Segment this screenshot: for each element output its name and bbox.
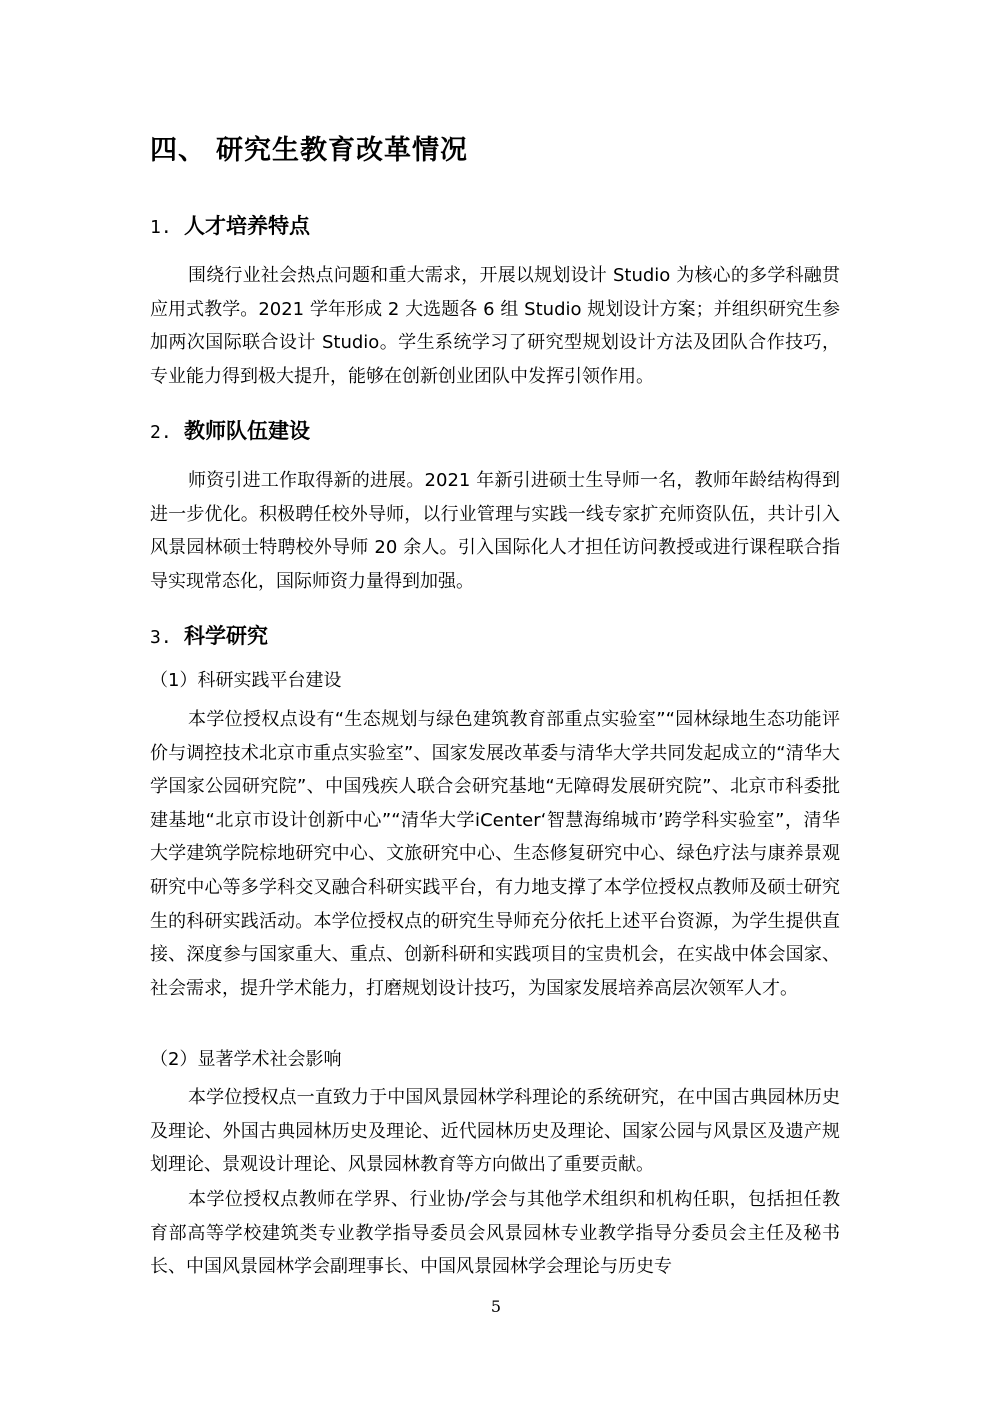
section-heading [150,128,468,167]
paragraph-academic-influence: 本学位授权点一直致力于中国风景园林学科理论的系统研究，在中国古典园林历史及理论、外国古典园林历史及理论、近代园林历史及理论、国家公园与风景区及遗产规划理论、景观设计理论、风景园林教育等方向做出了重要贡献。 [150,1087,840,1176]
subsection-number-3: 3. [150,627,172,648]
item-heading-2: （2）显著学术社会影响 [150,1049,342,1070]
subsection-number-2: 2. [150,422,172,443]
paragraph-faculty: 师资引进工作取得新的进展。2021 年新引进硕士生导师一名，教师年龄结构得到进一步优化。积极聘任校外导师，以行业管理与实践一线专家扩充师资队伍，共计引入风景园林硕士特聘校外导师 20 余人。引入国际化人才担任访问教授或进行课程联合指导实现常态化，国际师资力量得到加强。 [150,470,840,592]
subsection-heading-2 [150,415,310,445]
paragraph-research-platforms: 本学位授权点设有“生态规划与绿色建筑教育部重点实验室”“园林绿地生态功能评价与调控技术北京市重点实验室”、国家发展改革委与清华大学共同发起成立的“清华大学国家公园研究院”、中国残疾人联合会研究基地“无障碍发展研究院”、北京市科委批建基地“北京市设计创新中心”“清华大学iCenter‘智慧海绵城市’跨学科实验室”，清华大学建筑学院棕地研究中心、文旅研究中心、生态修复研究中心、绿色疗法与康养景观研究中心等多学科交叉融合科研实践平台，有力地支撑了本学位授权点教师及硕士研究生的科研实践活动。本学位授权点的研究生导师充分依托上述平台资源，为学生提供直接、深度参与国家重大、重点、创新科研和实践项目的宝贵机会，在实战中体会国家、社会需求，提升学术能力，打磨规划设计技巧，为国家发展培养高层次领军人才。 [150,709,840,999]
subsection-number-1: 1. [150,217,172,238]
page-number: 5 [490,1297,502,1316]
item-heading-1: （1）科研实践平台建设 [150,670,342,691]
subsection-heading-3 [150,620,268,650]
paragraph-talent-training: 围绕行业社会热点问题和重大需求，开展以规划设计 Studio 为核心的多学科融贯应用式教学。2021 学年形成 2 大选题各 6 组 Studio 规划设计方案；并组织研究生参加两次国际联合设计 Studio。学生系统学习了研究型规划设计方法及团队合作技巧，专业能力得到极大提升，能够在创新创业团队中发挥引领作用。 [150,265,840,387]
section-title: 研究生教育改革情况 [216,135,468,166]
paragraph-faculty-positions: 本学位授权点教师在学界、行业协/学会与其他学术组织和机构任职，包括担任教育部高等学校建筑类专业教学指导委员会风景园林专业教学指导分委员会主任及秘书长、中国风景园林学会副理事长、中国风景园林学会理论与历史专 [150,1189,840,1278]
subsection-title-3: 科学研究 [184,624,268,648]
subsection-title-2: 教师队伍建设 [184,419,310,443]
section-number: 四、 [150,135,206,166]
subsection-heading-1 [150,210,310,240]
subsection-title-1: 人才培养特点 [184,214,310,238]
